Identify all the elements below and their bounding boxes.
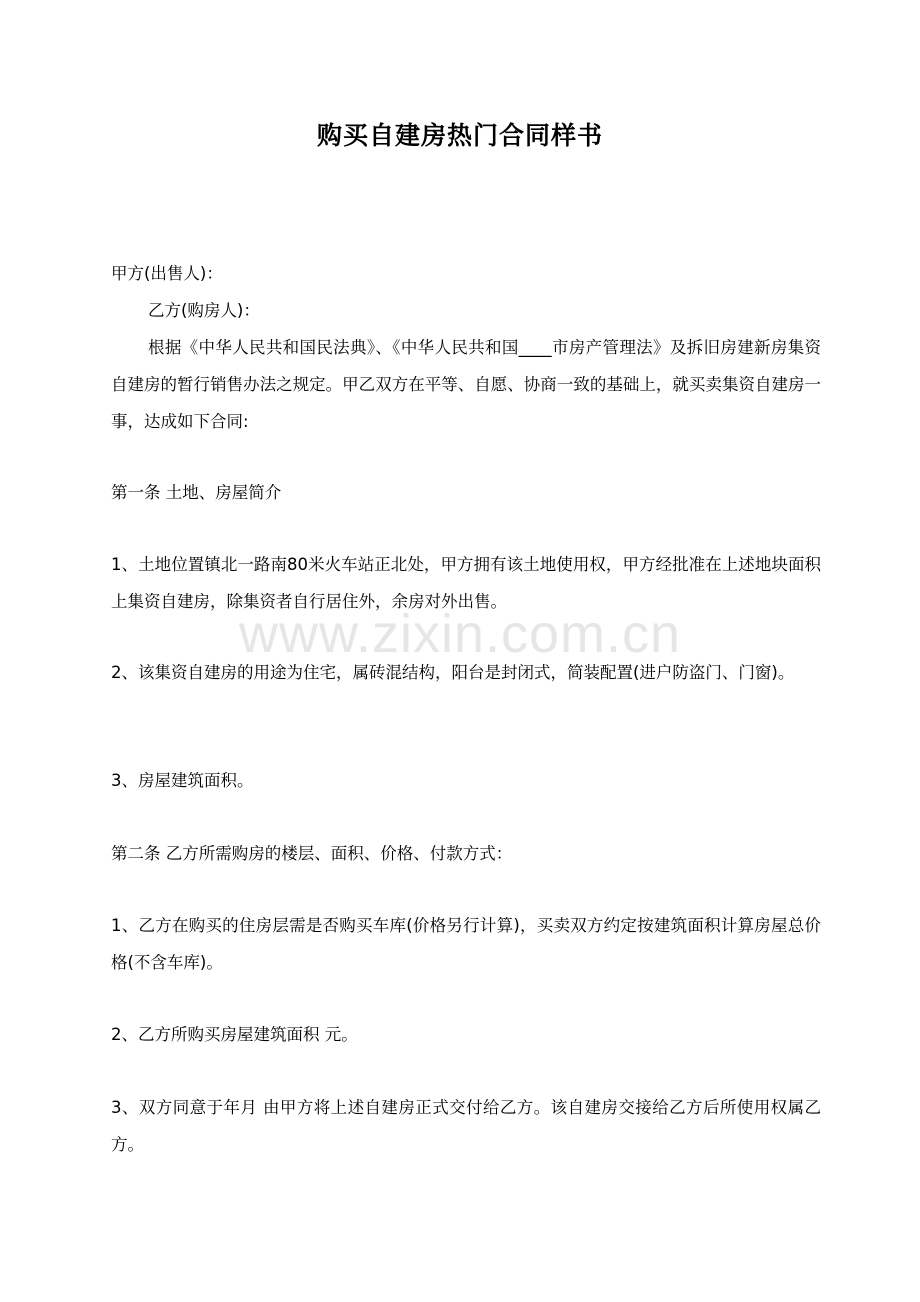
party-a-line: 甲方(出售人)： xyxy=(111,264,223,283)
document-title: 购买自建房热门合同样书 xyxy=(316,121,603,150)
watermark-text: www.zixin.com.cn xyxy=(238,604,682,664)
article-2-clause-1: 1、乙方在购买的住房层需是否购买车库(价格另行计算)，买卖双方约定按建筑面积计算房屋总价格(不含车库)。 xyxy=(111,916,821,972)
article-2-clause-3: 3、双方同意于年月 由甲方将上述自建房正式交付给乙方。该自建房交接给乙方后所使用权属乙方。 xyxy=(111,1098,821,1154)
article-1-clause-3: 3、房屋建筑面积。 xyxy=(111,771,254,790)
article-1-heading: 第一条 土地、房屋简介 xyxy=(111,483,282,502)
preamble-paragraph: 根据《中华人民共和国民法典》、《中华人民共和国____市房产管理法》及拆旧房建新房集资自建房的暂行销售办法之规定。甲乙双方在平等、自愿、协商一致的基础上，就买卖集资自建房一事，达成如下合同: xyxy=(111,338,821,431)
article-1-clause-2: 2、该集资自建房的用途为住宅，属砖混结构，阳台是封闭式，简装配置(进户防盗门、门窗)。 xyxy=(111,663,795,682)
article-2-heading: 第二条 乙方所需购房的楼层、面积、价格、付款方式： xyxy=(111,844,513,863)
party-b-line: 乙方(购房人)： xyxy=(148,301,260,320)
article-2-clause-2: 2、乙方所购买房屋建筑面积 元。 xyxy=(111,1025,358,1044)
article-1-clause-1: 1、土地位置镇北一路南80米火车站正北处，甲方拥有该土地使用权，甲方经批准在上述地块面积上集资自建房，除集资者自行居住外，余房对外出售。 xyxy=(111,555,821,611)
